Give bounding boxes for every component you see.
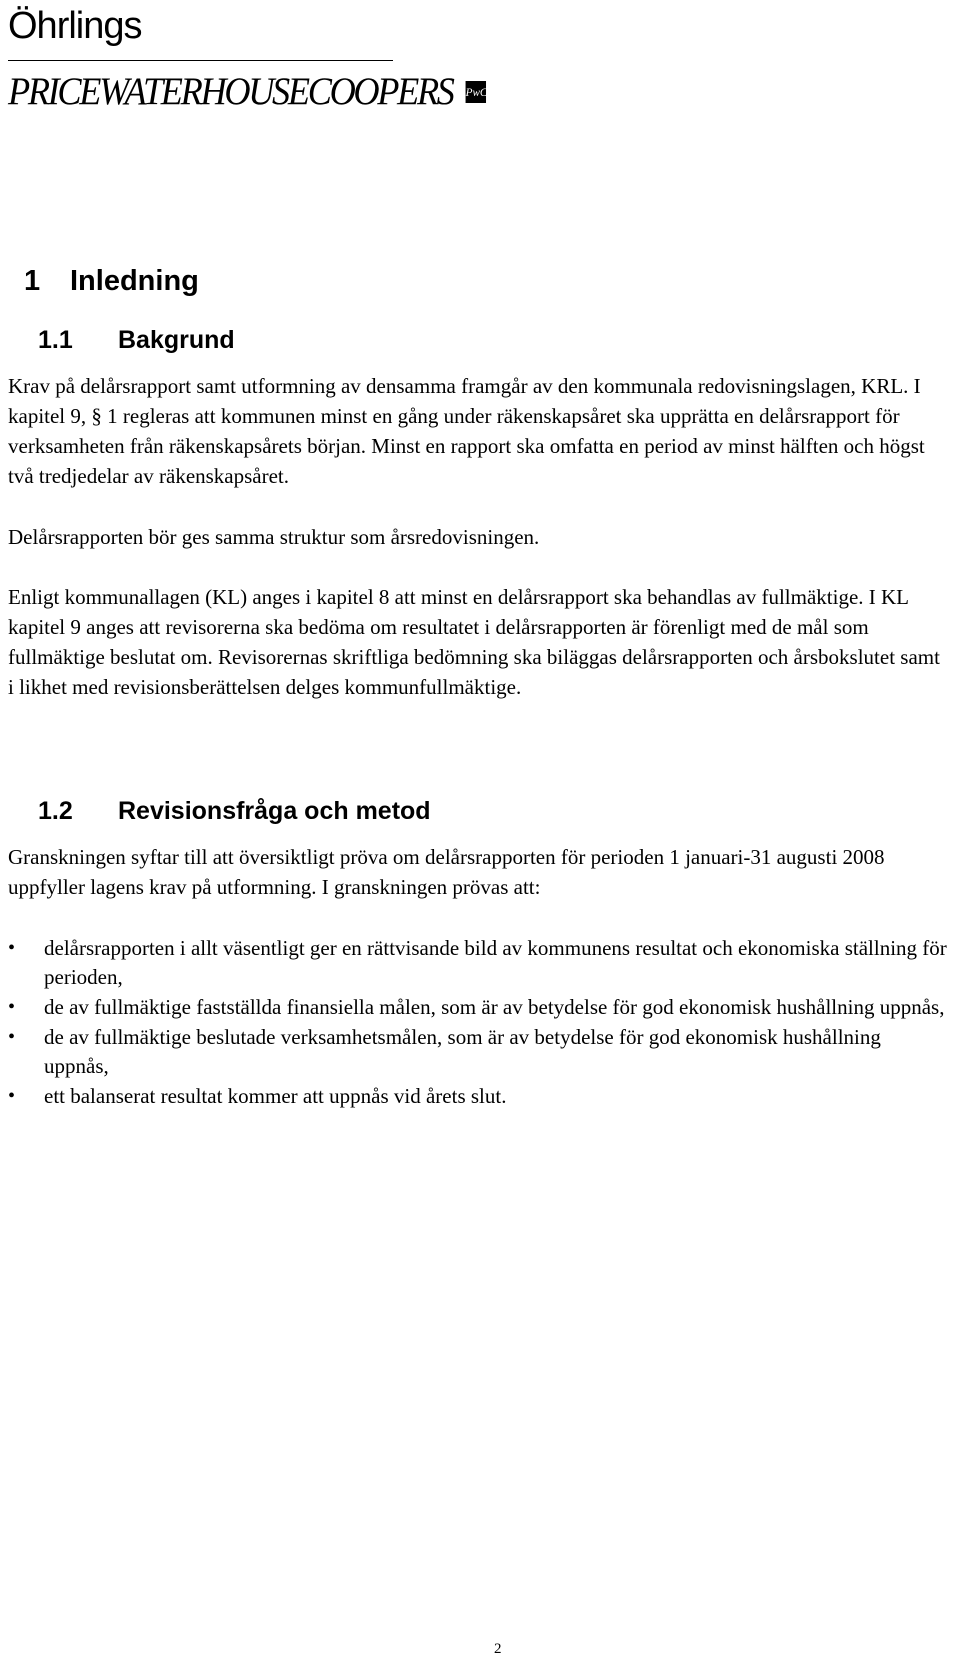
section-number: 1.1: [38, 326, 73, 354]
bullet-icon: •: [8, 937, 16, 959]
list-item: [8, 934, 948, 992]
page-number: 2: [494, 1641, 502, 1657]
company-logo: [8, 4, 488, 113]
list-item: [8, 1023, 948, 1081]
list-item-text: de av fullmäktige beslutade verksamhetsmålen, som är av betydelse för god ekonomisk hushållning uppnås,: [44, 1025, 881, 1078]
bullet-icon: •: [8, 1026, 16, 1048]
section-heading-revisionsfraga: [38, 797, 431, 826]
bullet-icon: •: [8, 1085, 16, 1107]
list-item-text: ett balanserat resultat kommer att uppnås vid årets slut.: [44, 1084, 507, 1108]
chapter-title: Inledning: [70, 265, 199, 297]
list-item-text: delårsrapporten i allt väsentligt ger en rättvisande bild av kommunens resultat och ekonomiska ställning för perioden,: [44, 936, 947, 989]
logo-ohrlings-text: Öhrlings: [8, 5, 142, 47]
list-item: [8, 1082, 948, 1111]
paragraph-text: Delårsrapporten bör ges samma struktur som årsredovisningen.: [8, 525, 540, 549]
bullet-icon: •: [8, 996, 16, 1018]
paragraph-granskning: [8, 842, 948, 902]
section-title: Bakgrund: [118, 326, 235, 354]
section-heading-bakgrund: [38, 326, 235, 355]
paragraph-text: Granskningen syftar till att översiktligt pröva om delårsrapporten för perioden 1 januari-31 augusti 2008 uppfyller lagens krav på utformning. I granskningen prövas att:: [8, 845, 885, 899]
paragraph-kommunallagen: [8, 582, 948, 702]
section-title: Revisionsfråga och metod: [118, 797, 431, 825]
list-item: [8, 993, 948, 1022]
logo-pwc: [8, 70, 488, 113]
logo-mark-icon: PwC: [466, 81, 486, 103]
paragraph-text: Enligt kommunallagen (KL) anges i kapitel 8 att minst en delårsrapport ska behandlas av fullmäktige. I KL kapitel 9 anges att revisorerna ska bedöma om resultatet i delårsrapporten är förenligt med de mål som fullmäktige beslutat om. Revisorernas skriftliga bedömning ska biläggas delårsrapporten och årsbokslutet samt i likhet med revisionsberättelsen delges kommunfullmäktige.: [8, 585, 940, 699]
paragraph-struktur: [8, 522, 948, 552]
chapter-number: 1: [24, 265, 41, 297]
section-number: 1.2: [38, 797, 73, 825]
paragraph-krl: [8, 371, 948, 491]
list-item-text: de av fullmäktige fastställda finansiella målen, som är av betydelse för god ekonomisk hushållning uppnås,: [44, 995, 945, 1019]
logo-divider: [8, 60, 393, 61]
chapter-heading: [24, 265, 199, 298]
paragraph-text: Krav på delårsrapport samt utformning av densamma framgår av den kommunala redovisningslagen, KRL. I kapitel 9, § 1 regleras att kommunen minst en gång under räkenskapsåret ska upprätta en delårsrapport för verksamheten från räkenskapsårets början. Minst en rapport ska omfatta en period av minst hälften och högst två tredjedelar av räkenskapsåret.: [8, 374, 925, 488]
logo-pwc-text: PRICEWATERHOUSECOOPERS: [8, 70, 453, 113]
bullet-list: [8, 934, 948, 1112]
